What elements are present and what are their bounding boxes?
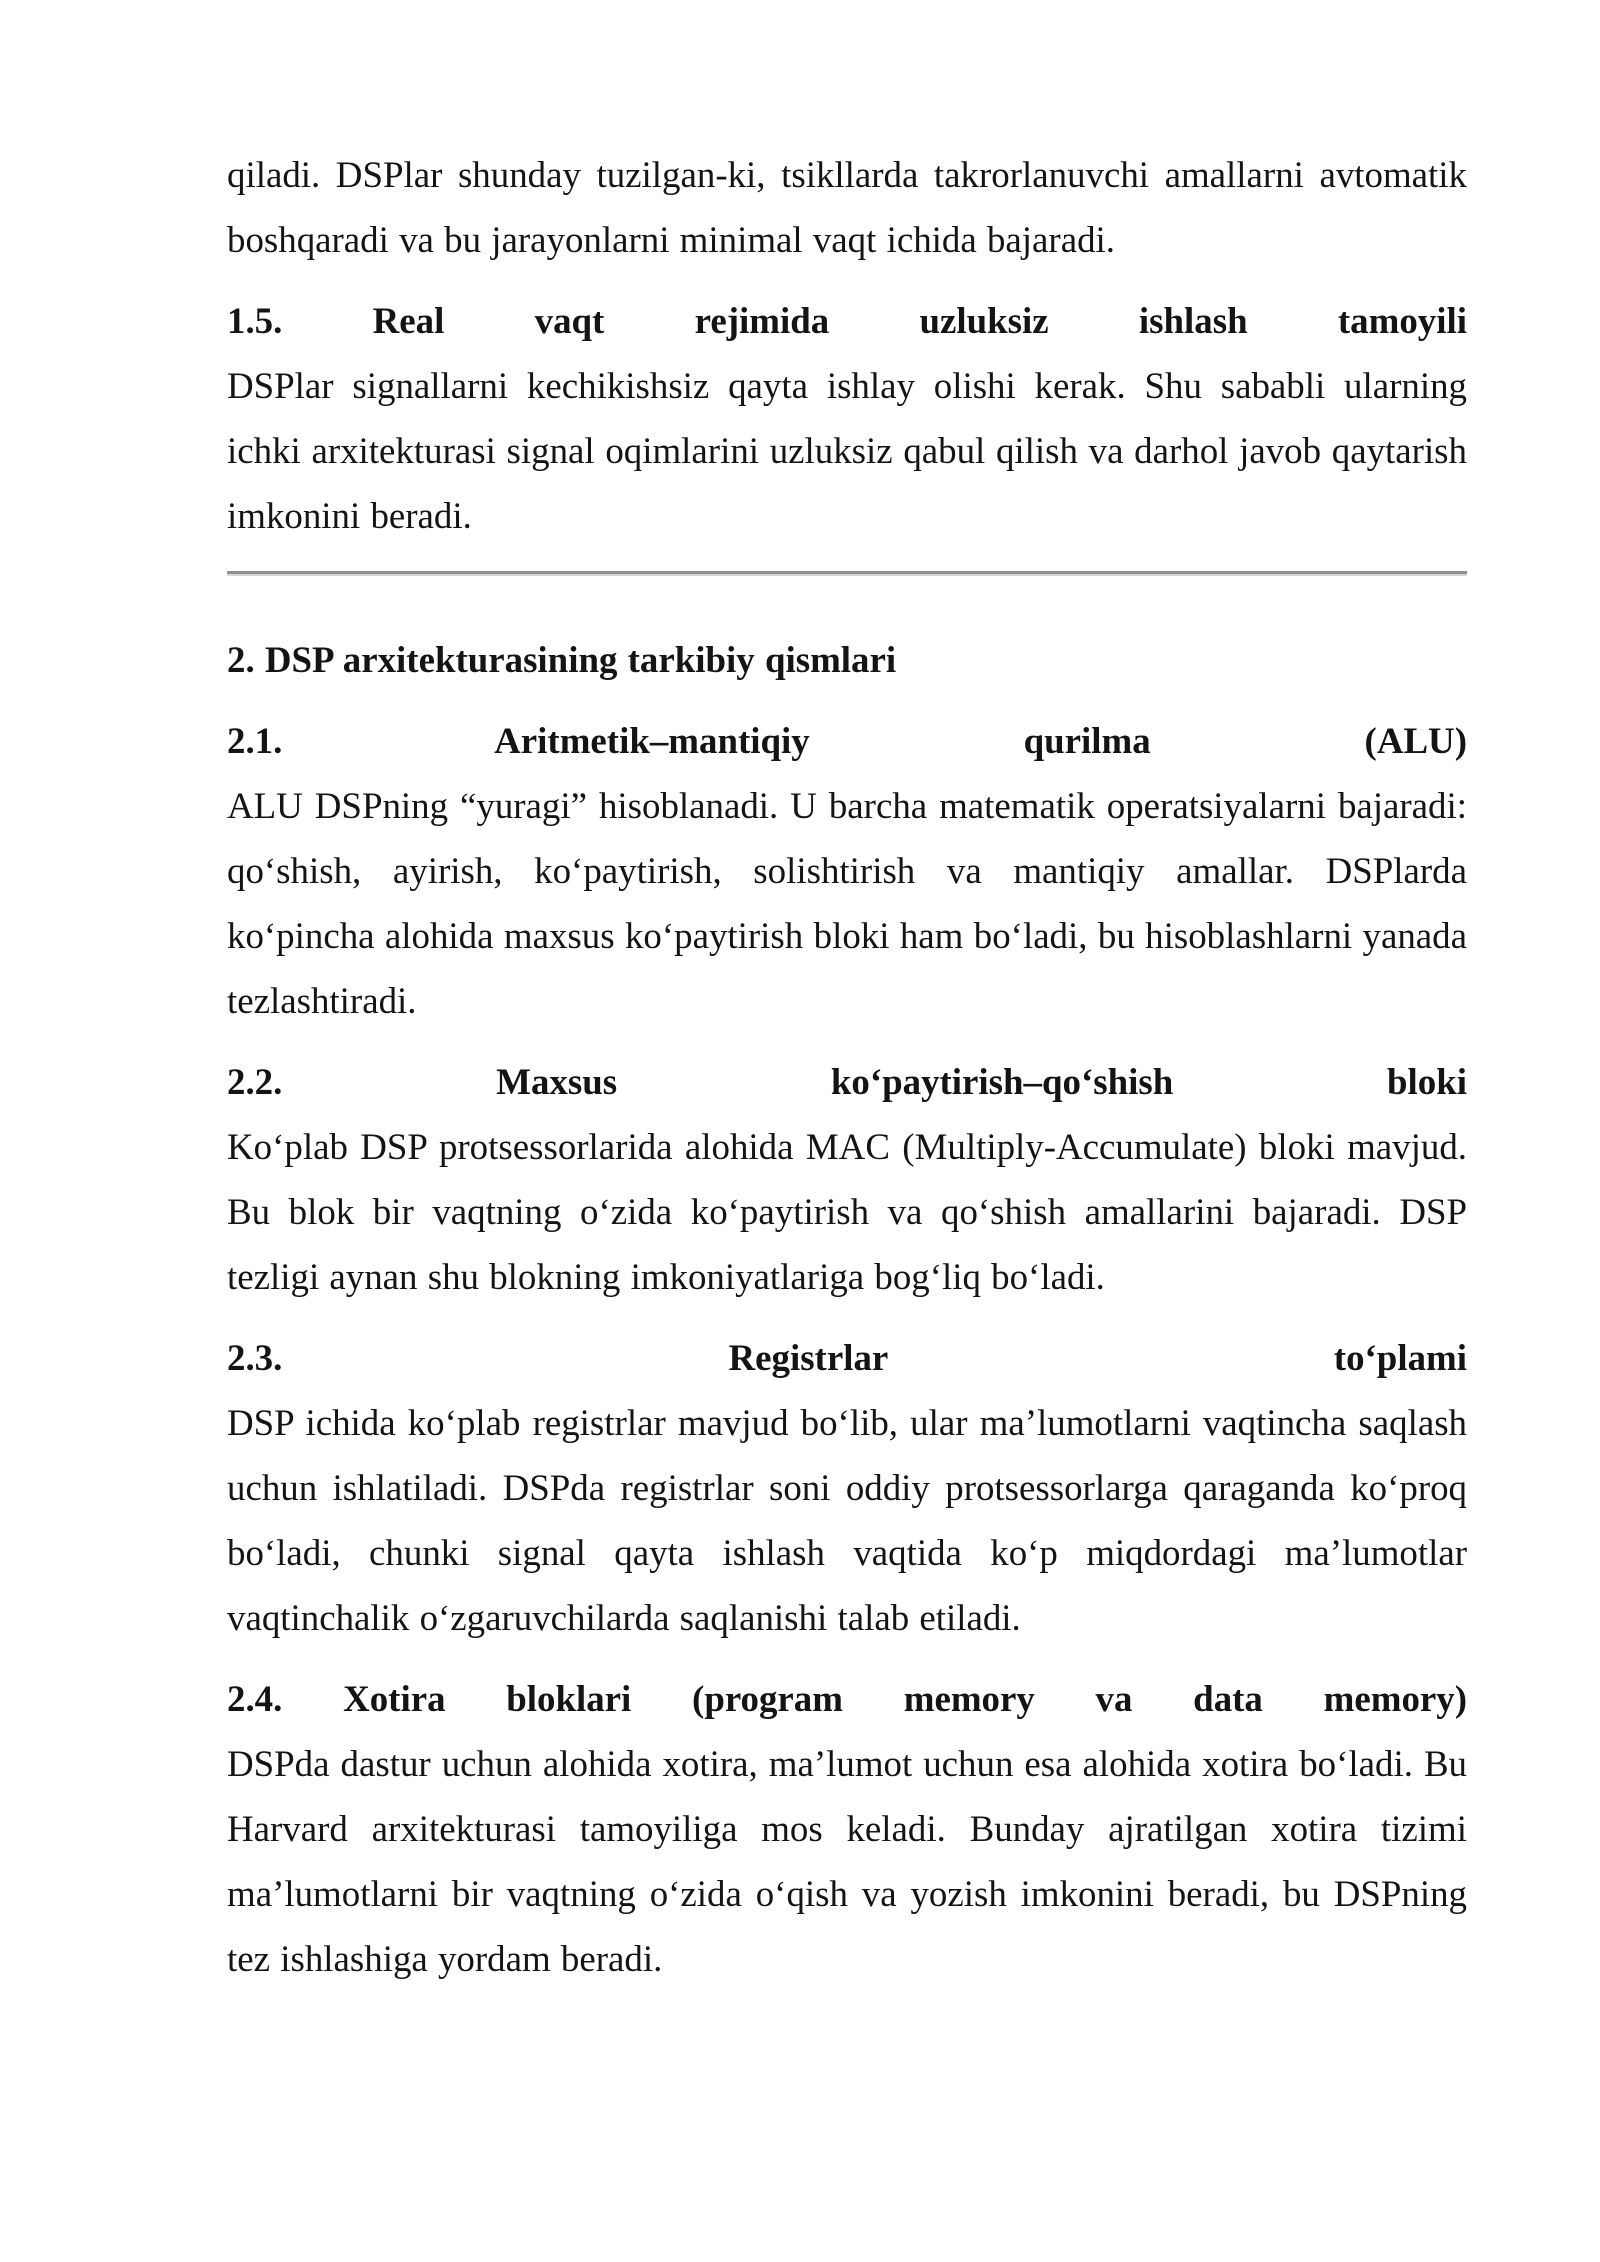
section-2-4-body: DSPda dastur uchun alohida xotira, ma’lumot uchun esa alohida xotira bo‘ladi. Bu Harvard arxitekturasi tamoyiliga mos keladi. Bunday ajratilgan xotira tizimi ma’lumotlarni bir vaqtning o‘zida o‘qish va yozish imkonini beradi, bu DSPning tez ishlashiga yordam beradi. xyxy=(227,1743,1467,1979)
horizontal-divider xyxy=(227,571,1467,576)
section-2-2-body: Ko‘plab DSP protsessorlarida alohida MAC (Multiply-Accumulate) bloki mavjud. Bu blok bir vaqtning o‘zida ko‘paytirish va qo‘shish amallarini bajaradi. DSP tezligi aynan shu blokning imkoniyatlariga bog‘liq bo‘ladi. xyxy=(227,1126,1467,1297)
intro-paragraph: qiladi. DSPlar shunday tuzilgan-ki, tsikllarda takrorlanuvchi amallarni avtomatik boshqaradi va bu jarayonlarni minimal vaqt ichida bajaradi. xyxy=(227,154,1467,260)
section-2-1-heading: 2.1. Aritmetik–mantiqiy qurilma (ALU) xyxy=(227,720,1467,761)
section-2-2-heading: 2.2. Maxsus ko‘paytirish–qo‘shish bloki xyxy=(227,1061,1467,1102)
section-2-3-heading: 2.3. Registrlar to‘plami xyxy=(227,1337,1467,1378)
section-2-3-body: DSP ichida ko‘plab registrlar mavjud bo‘lib, ular ma’lumotlarni vaqtincha saqlash uchun ishlatiladi. DSPda registrlar soni oddiy protsessorlarga qaraganda ko‘proq bo‘ladi, chunki signal qayta ishlash vaqtida ko‘p miqdordagi ma’lumotlar vaqtinchalik o‘zgaruvchilarda saqlanishi talab etiladi. xyxy=(227,1402,1467,1638)
section-1-5-body: DSPlar signallarni kechikishsiz qayta ishlay olishi kerak. Shu sababli ularning ichki arxitekturasi signal oqimlarini uzluksiz qabul qilish va darhol javob qaytarish imkonini beradi. xyxy=(227,365,1467,536)
section-1-5-heading: 1.5. Real vaqt rejimida uzluksiz ishlash tamoyili xyxy=(227,300,1467,341)
section-2-4-heading: 2.4. Xotira bloklari (program memory va data memory) xyxy=(227,1678,1467,1719)
section-2-1-body: ALU DSPning “yuragi” hisoblanadi. U barcha matematik operatsiyalarni bajaradi: qo‘shish, ayirish, ko‘paytirish, solishtirish va mantiqiy amallar. DSPlarda ko‘pincha alohida maxsus ko‘paytirish bloki ham bo‘ladi, bu hisoblashlarni yanada tezlashtiradi. xyxy=(227,785,1467,1021)
chapter-2-title: 2. DSP arxitekturasining tarkibiy qismlari xyxy=(227,639,897,680)
